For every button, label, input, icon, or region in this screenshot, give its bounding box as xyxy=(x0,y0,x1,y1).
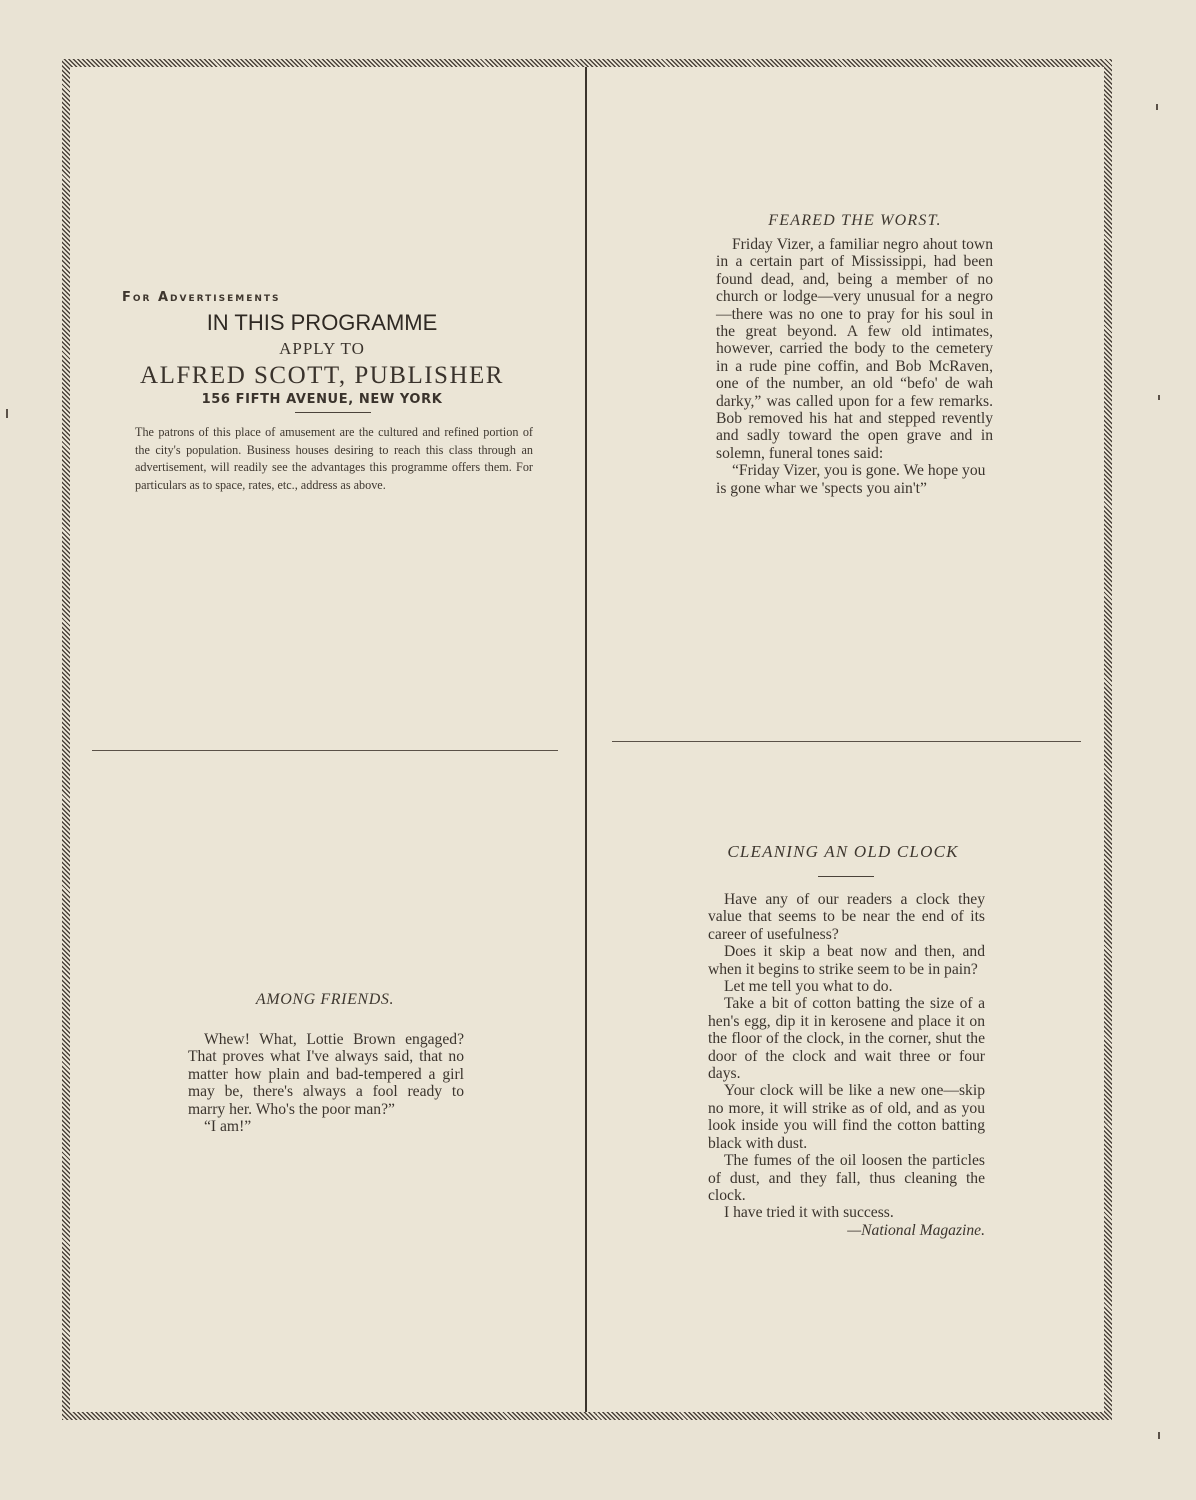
clock-paragraph: Let me tell you what to do. xyxy=(724,978,893,996)
friends-reply: “I am!” xyxy=(204,1118,252,1136)
clock-paragraph: I have tried it with success. xyxy=(724,1204,894,1222)
friends-paragraph: Whew! What, Lottie Brown engaged? That proves what I've always said, that no matter how plain and bad-tempered a girl may be, there's always a fool ready to marry her. Who's the poor man?” xyxy=(188,1031,464,1118)
right-section-divider xyxy=(612,741,1081,742)
clock-paragraph: Take a bit of cotton batting the size of a hen's egg, dip it in kerosene and place it on the floor of the clock, in the corner, shut the door of the clock and wait three or four days. xyxy=(708,995,985,1083)
edge-mark xyxy=(1158,1432,1160,1439)
left-section-divider xyxy=(92,750,558,751)
clock-title: CLEANING AN OLD CLOCK xyxy=(727,842,959,861)
edge-mark xyxy=(1158,395,1160,400)
ad-publisher: ALFRED SCOTT, PUBLISHER xyxy=(140,362,504,389)
edge-mark xyxy=(1156,104,1158,110)
feared-title: FEARED THE WORST. xyxy=(768,212,942,229)
clock-rule xyxy=(818,876,874,877)
ad-body-text: The patrons of this place of amusement are the cultured and refined portion of the city's population. Business houses desiring to reach this class through an advertisement, will readily see the advantages this programme offers them. For particulars as to space, rates, etc., address as above. xyxy=(135,425,533,492)
column-divider xyxy=(585,67,587,1412)
ad-address: 156 FIFTH AVENUE, NEW YORK xyxy=(201,392,443,407)
clock-paragraph: Does it skip a beat now and then, and when it begins to strike seem to be in pain? xyxy=(708,943,985,978)
friends-story xyxy=(188,1031,464,1135)
friends-title: AMONG FRIENDS. xyxy=(255,991,395,1008)
clock-source: —National Magazine. xyxy=(847,1221,985,1239)
ad-apply-to: APPLY TO xyxy=(279,339,365,358)
edge-mark xyxy=(6,409,8,418)
clock-paragraph: The fumes of the oil loosen the particles of dust, and they fall, thus cleaning the clock. xyxy=(708,1152,985,1204)
clock-story xyxy=(708,891,985,1239)
clock-paragraph: Have any of our readers a clock they value that seems to be near the end of its career of usefulness? xyxy=(708,891,985,943)
ad-title: IN THIS PROGRAMME xyxy=(206,310,438,335)
ad-heading: For Advertisements xyxy=(122,290,281,305)
feared-quote: “Friday Vizer, you is gone. We hope you is gone whar we 'spects you ain't” xyxy=(716,462,986,497)
feared-paragraph: Friday Vizer, a familiar negro ahout town in a certain part of Mississippi, had been found dead, and, being a member of no church or lodge—very unusual for a negro —there was no one to pray for his soul in the great beyond. A few old intimates, however, carried the body to the cemetery in a rude pine coffin, and Bob McRaven, one of the number, an old “befo' de wah darky,” was called upon for a few remarks. Bob removed his hat and stepped revently and sadly toward the open grave and in solemn, funeral tones said: xyxy=(716,236,993,462)
ad-rule xyxy=(295,412,371,413)
feared-story xyxy=(716,236,993,497)
clock-paragraph: Your clock will be like a new one—skip no more, it will strike as of old, and as you look inside you will find the cotton batting black with dust. xyxy=(708,1082,985,1152)
